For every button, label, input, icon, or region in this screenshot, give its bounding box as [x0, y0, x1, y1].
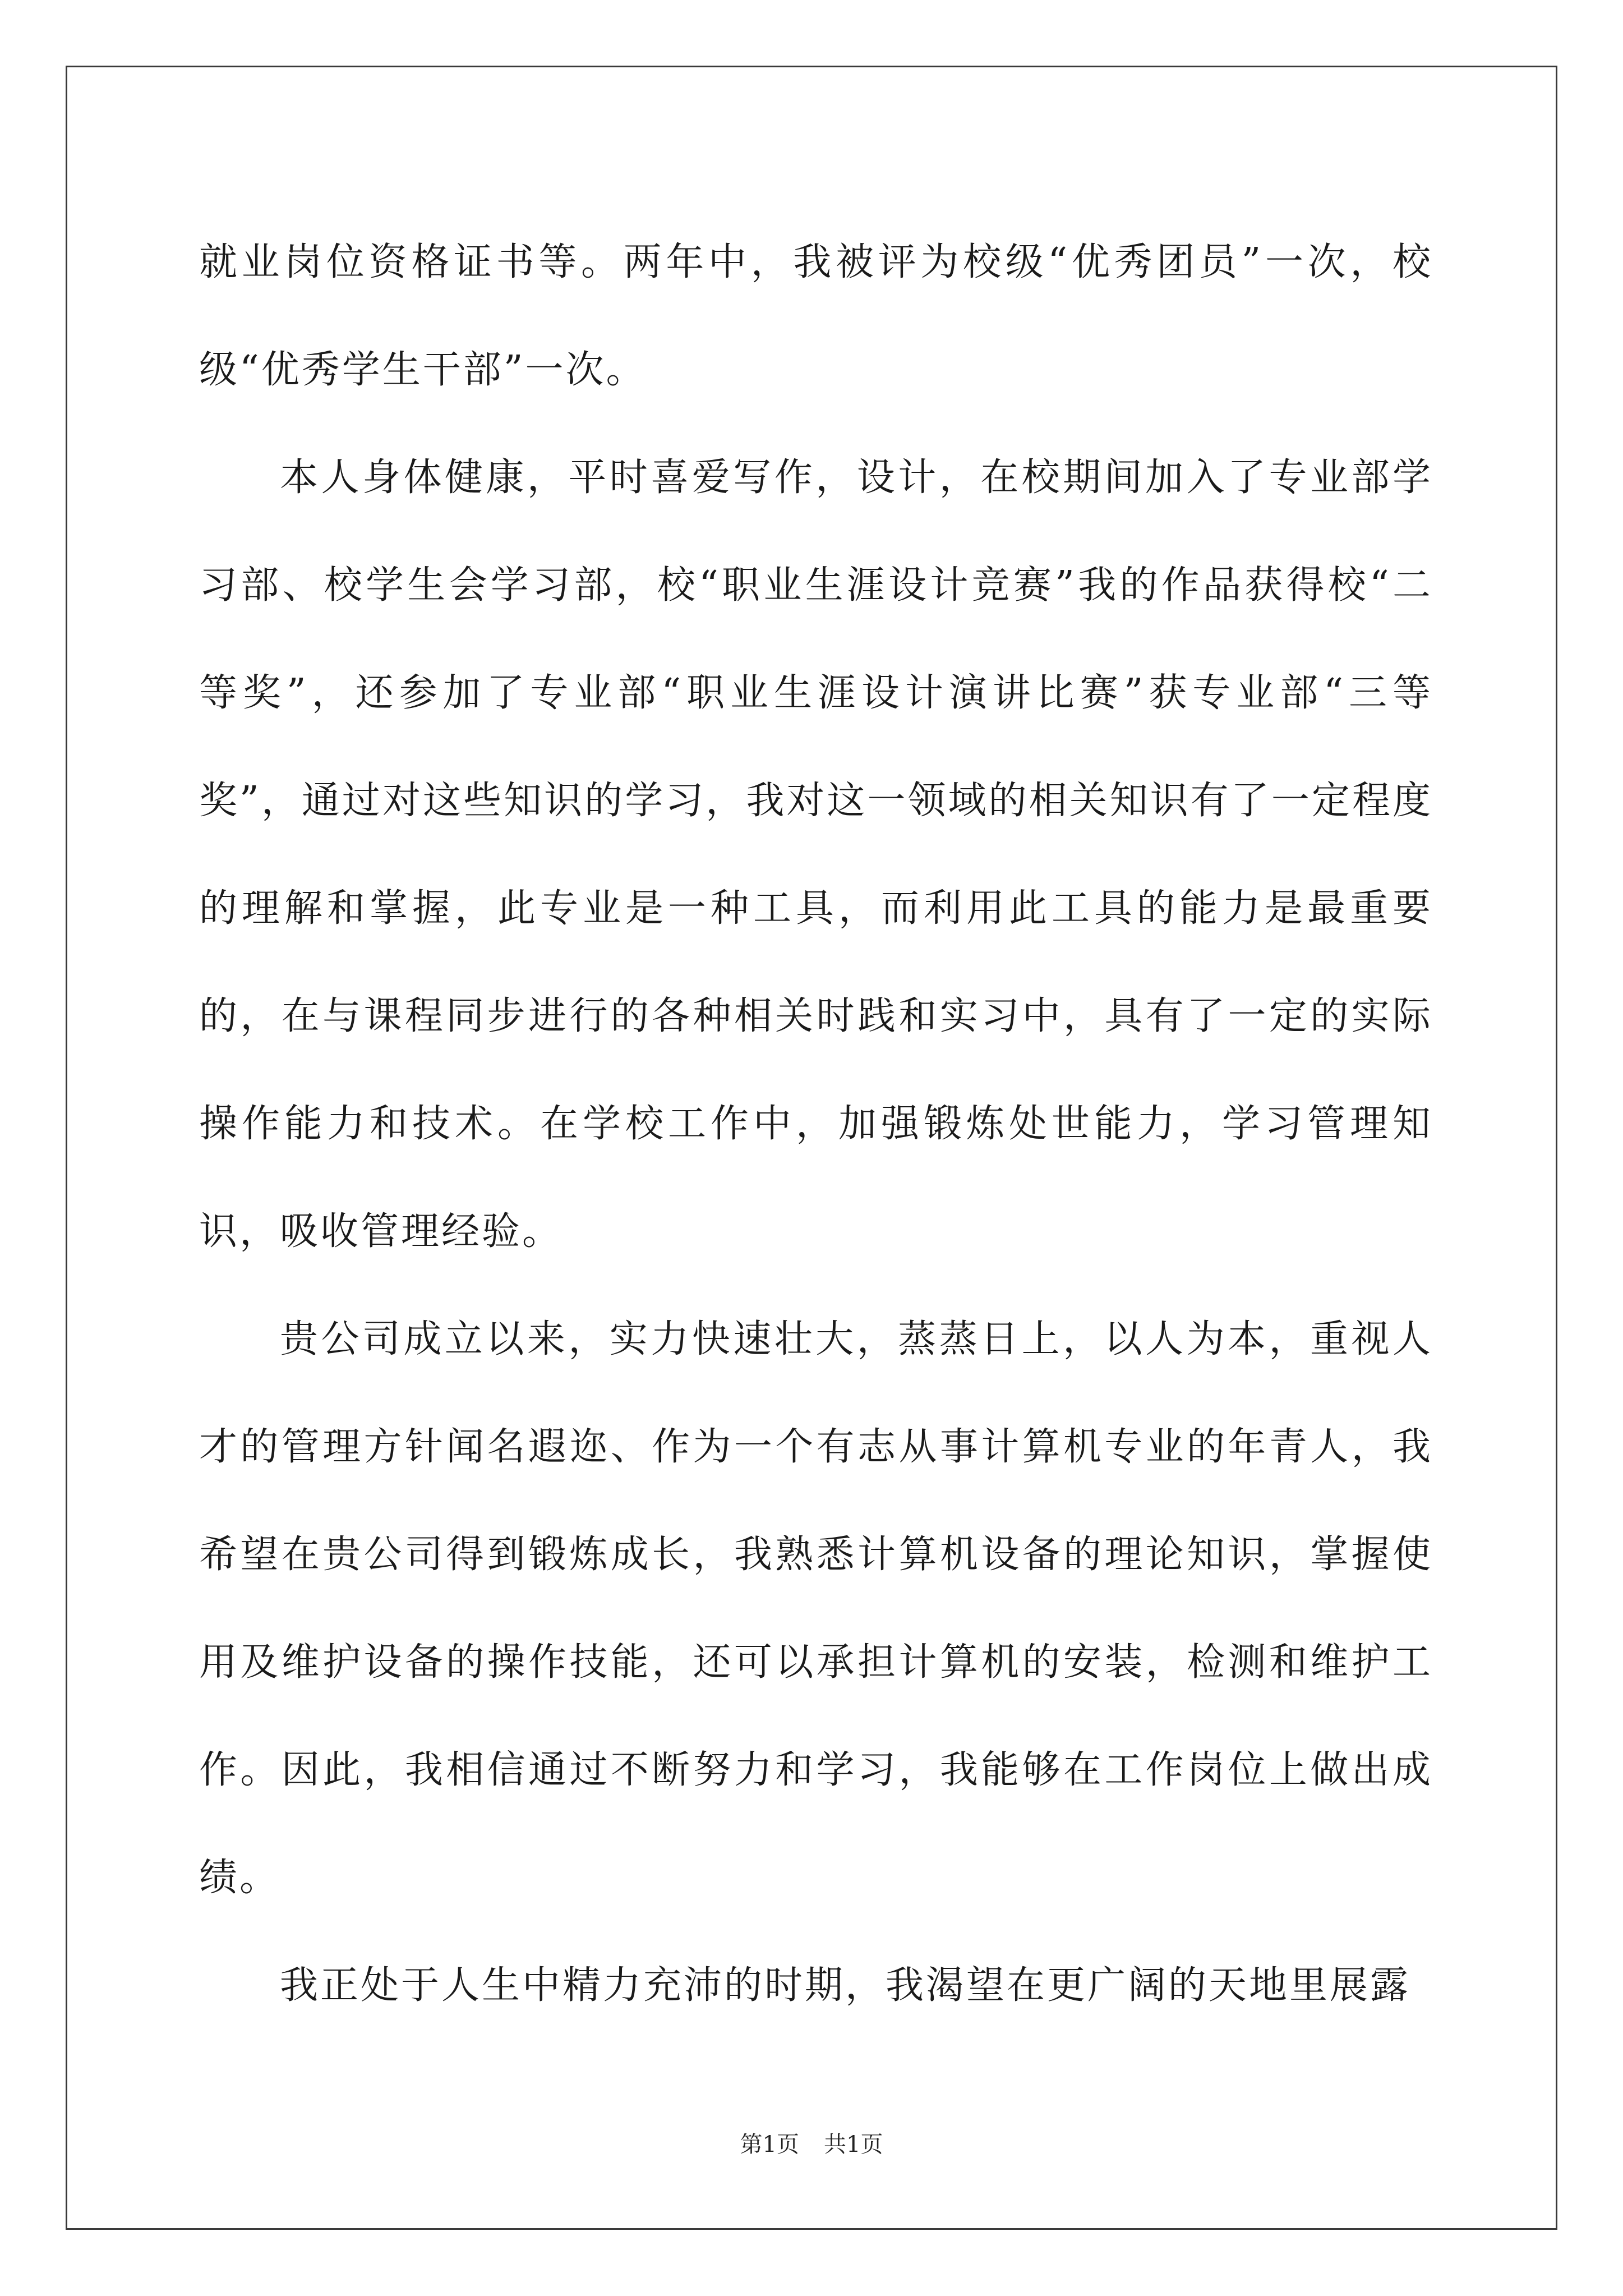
- paragraph-3: 贵公司成立以来，实力快速壮大，蒸蒸日上，以人为本，重视人才的管理方针闻名遐迩、作为一个有志从事计算机专业的年青人，我希望在贵公司得到锻炼成长，我熟悉计算机设备的理论知识，掌握使用及维护设备的操作技能，还可以承担计算机的安装，检测和维护工作。因此，我相信通过不断努力和学习，我能够在工作岗位上做出成绩。: [199, 1317, 1433, 1900]
- page-footer: [0, 2128, 1623, 2161]
- paragraph-4: 我正处于人生中精力充沛的时期，我渴望在更广阔的天地里展露: [280, 1963, 1411, 2008]
- page-total: 共1页: [824, 2132, 883, 2157]
- paragraph-2: 本人身体健康，平时喜爱写作，设计，在校期间加入了专业部学习部、校学生会学习部，校“职业生涯设计竞赛”我的作品获得校“二等奖”，还参加了专业部“职业生涯设计演讲比赛”获专业部“三等奖”，通过对这些知识的学习，我对这一领域的相关知识有了一定程度的理解和掌握，此专业是一种工具，而利用此工具的能力是最重要的，在与课程同步进行的各种相关时践和实习中，具有了一定的实际操作能力和技术。在学校工作中，加强锻炼处世能力，学习管理知识，吸收管理经验。: [199, 455, 1433, 1254]
- document-body: [199, 209, 1433, 2040]
- page-number: 第1页: [740, 2132, 799, 2157]
- paragraph-1: 就业岗位资格证书等。两年中，我被评为校级“优秀团员”一次，校级“优秀学生干部”一次。: [199, 240, 1433, 392]
